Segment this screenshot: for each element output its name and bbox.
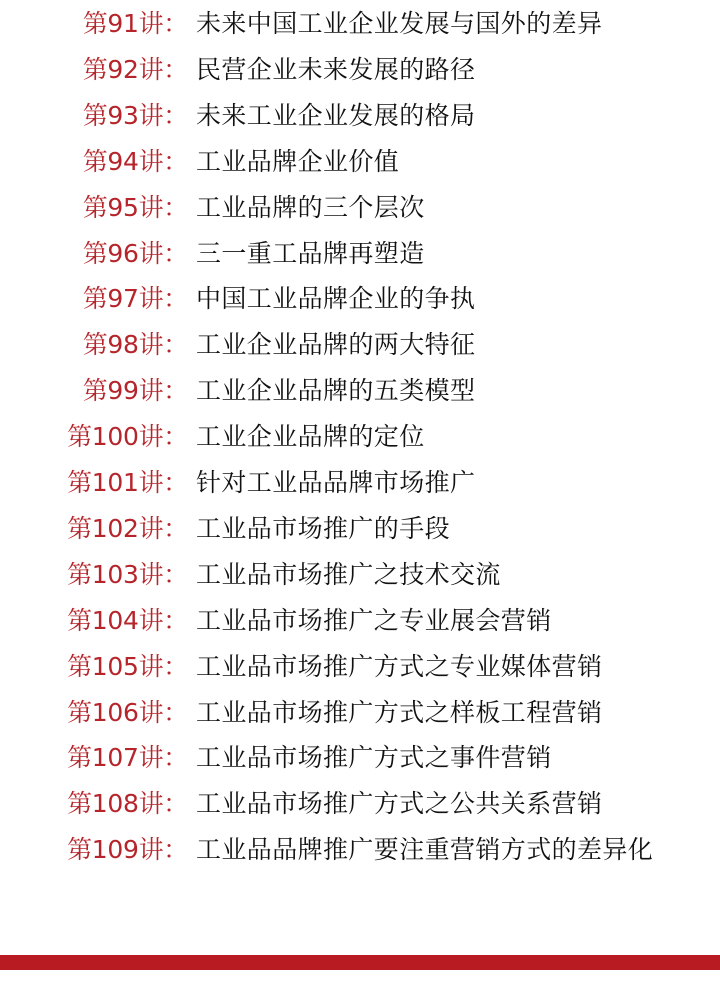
lecture-number: 第100讲：	[67, 422, 188, 451]
lecture-row	[0, 555, 720, 595]
lecture-row	[0, 738, 720, 778]
lecture-number: 第105讲：	[67, 652, 188, 681]
lecture-row	[0, 371, 720, 411]
lecture-title: 工业品市场推广方式之公共关系营销	[196, 789, 603, 818]
lecture-row	[0, 601, 720, 641]
lecture-number: 第106讲：	[67, 698, 188, 727]
lecture-number: 第96讲：	[82, 239, 188, 268]
lecture-number: 第101讲：	[67, 468, 188, 497]
lecture-title: 工业品品牌推广要注重营销方式的差异化	[196, 835, 654, 864]
lecture-title: 工业品市场推广的手段	[196, 514, 451, 543]
lecture-title: 工业品市场推广之专业展会营销	[196, 606, 552, 635]
lecture-number: 第92讲：	[82, 55, 188, 84]
lecture-title: 工业企业品牌的定位	[196, 422, 425, 451]
lecture-row	[0, 234, 720, 274]
lecture-title: 三一重工品牌再塑造	[196, 239, 425, 268]
lecture-row	[0, 50, 720, 90]
lecture-number: 第95讲：	[82, 193, 188, 222]
lecture-number: 第102讲：	[67, 514, 188, 543]
lecture-row	[0, 647, 720, 687]
lecture-row	[0, 784, 720, 824]
lecture-row	[0, 4, 720, 44]
lecture-row	[0, 509, 720, 549]
lecture-number: 第99讲：	[82, 376, 188, 405]
lecture-number: 第93讲：	[82, 101, 188, 130]
lecture-title: 针对工业品品牌市场推广	[196, 468, 476, 497]
lecture-row	[0, 188, 720, 228]
lecture-title: 工业品牌企业价值	[196, 147, 400, 176]
lecture-number: 第108讲：	[67, 789, 188, 818]
lecture-number: 第107讲：	[67, 743, 188, 772]
lecture-row	[0, 830, 720, 870]
lecture-title: 工业企业品牌的两大特征	[196, 330, 476, 359]
lecture-title: 工业品市场推广方式之事件营销	[196, 743, 552, 772]
lecture-title: 工业品市场推广方式之专业媒体营销	[196, 652, 603, 681]
lecture-number: 第109讲：	[67, 835, 188, 864]
lecture-row	[0, 96, 720, 136]
lecture-title: 工业品市场推广方式之样板工程营销	[196, 698, 603, 727]
lecture-row	[0, 463, 720, 503]
lecture-number: 第98讲：	[82, 330, 188, 359]
lecture-row	[0, 279, 720, 319]
footer-bar	[0, 955, 720, 970]
lecture-row	[0, 693, 720, 733]
lecture-title: 未来中国工业企业发展与国外的差异	[196, 9, 603, 38]
lecture-title: 中国工业品牌企业的争执	[196, 284, 476, 313]
lecture-number: 第91讲：	[82, 9, 188, 38]
lecture-title: 工业企业品牌的五类模型	[196, 376, 476, 405]
lecture-row	[0, 417, 720, 457]
lecture-title: 工业品牌的三个层次	[196, 193, 425, 222]
lecture-number: 第97讲：	[82, 284, 188, 313]
lecture-title: 未来工业企业发展的格局	[196, 101, 476, 130]
lecture-title: 民营企业未来发展的路径	[196, 55, 476, 84]
lecture-row	[0, 142, 720, 182]
lecture-title: 工业品市场推广之技术交流	[196, 560, 501, 589]
lecture-number: 第103讲：	[67, 560, 188, 589]
lecture-number: 第104讲：	[67, 606, 188, 635]
lecture-row	[0, 325, 720, 365]
lecture-number: 第94讲：	[82, 147, 188, 176]
